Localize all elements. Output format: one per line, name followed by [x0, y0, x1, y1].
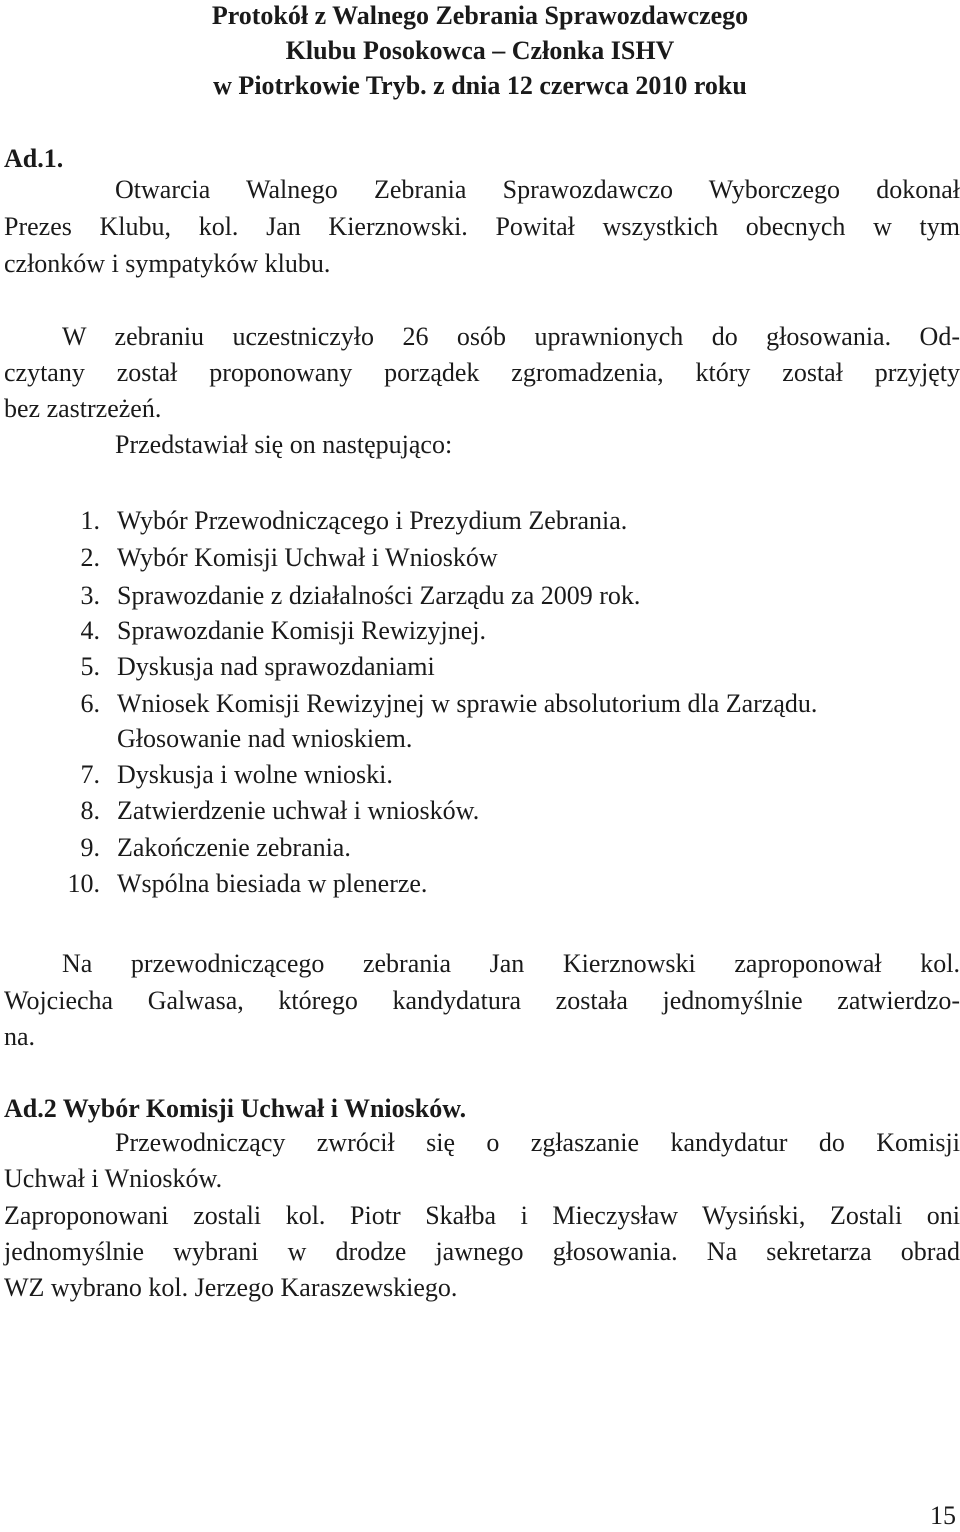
agenda-item-text: Wspólna biesiada w plenerze. — [117, 869, 428, 898]
ad1-paragraph-1-line-2: Prezes Klubu, kol. Jan Kierznowski. Powitał wszystkich obecnych w tym — [4, 212, 960, 241]
agenda-item-number: 9. — [80, 833, 100, 862]
ad1-agenda-intro: Przedstawiał się on następująco: — [115, 430, 453, 459]
agenda-item-number: 2. — [80, 543, 100, 572]
agenda-item-text: Wniosek Komisji Rewizyjnej w sprawie absolutorium dla Zarządu. — [117, 689, 818, 718]
agenda-item-text: Wybór Przewodniczącego i Prezydium Zebrania. — [117, 506, 628, 535]
ad2-heading: Ad.2 Wybór Komisji Uchwał i Wniosków. — [4, 1094, 467, 1123]
agenda-item-text: Sprawozdanie Komisji Rewizyjnej. — [117, 616, 486, 645]
agenda-item-number: 7. — [80, 760, 100, 789]
agenda-item-number: 6. — [80, 689, 100, 718]
agenda-item-text: Wybór Komisji Uchwał i Wniosków — [117, 543, 498, 572]
ad2-paragraph-2-line-2: jednomyślnie wybrani w drodze jawnego głosowania. Na sekretarza obrad — [4, 1237, 960, 1266]
agenda-item-number: 3. — [80, 581, 100, 610]
ad2-paragraph-2-line-1: Zaproponowani zostali kol. Piotr Skałba i Mieczysław Wysiński, Zostali oni — [4, 1201, 960, 1230]
agenda-item-text: Dyskusja nad sprawozdaniami — [117, 652, 435, 681]
ad1-paragraph-2-line-3: bez zastrzeżeń. — [4, 394, 162, 423]
agenda-item-number: 5. — [80, 652, 100, 681]
document-title-line-2: Klubu Posokowca – Członka ISHV — [285, 36, 675, 65]
agenda-item-number: 1. — [80, 506, 100, 535]
ad2-paragraph-1-line-2: Uchwał i Wniosków. — [4, 1164, 223, 1193]
ad2-paragraph-2-line-3: WZ wybrano kol. Jerzego Karaszewskiego. — [4, 1273, 458, 1302]
agenda-item-text: Głosowanie nad wnioskiem. — [117, 724, 413, 753]
agenda-item-number: 8. — [80, 796, 100, 825]
chair-paragraph-line-3: na. — [4, 1022, 36, 1051]
document-title-line-3: w Piotrkowie Tryb. z dnia 12 czerwca 2010 roku — [213, 71, 747, 100]
ad1-paragraph-1-line-1: Otwarcia Walnego Zebrania Sprawozdawczo Wyborczego dokonał — [115, 175, 960, 204]
chair-paragraph-line-2: Wojciecha Galwasa, którego kandydatura została jednomyślnie zatwierdzo- — [4, 986, 960, 1015]
page-number: 15 — [930, 1501, 956, 1530]
ad1-heading: Ad.1. — [4, 144, 64, 173]
ad2-paragraph-1-line-1: Przewodniczący zwrócił się o zgłaszanie kandydatur do Komisji — [115, 1128, 960, 1157]
agenda-item-text: Sprawozdanie z działalności Zarządu za 2009 rok. — [117, 581, 641, 610]
agenda-item-number: 4. — [80, 616, 100, 645]
agenda-item-number: 10. — [67, 869, 100, 898]
ad1-paragraph-1-line-3: członków i sympatyków klubu. — [4, 249, 331, 278]
agenda-item-text: Zakończenie zebrania. — [117, 833, 351, 862]
agenda-item-text: Dyskusja i wolne wnioski. — [117, 760, 393, 789]
ad1-paragraph-2-line-2: czytany został proponowany porządek zgromadzenia, który został przyjęty — [4, 358, 960, 387]
chair-paragraph-line-1: Na przewodniczącego zebrania Jan Kierznowski zaproponował kol. — [62, 949, 960, 978]
ad1-paragraph-2-line-1: W zebraniu uczestniczyło 26 osób uprawnionych do głosowania. Od- — [62, 322, 960, 351]
agenda-item-text: Zatwierdzenie uchwał i wniosków. — [117, 796, 480, 825]
document-title-line-1: Protokół z Walnego Zebrania Sprawozdawczego — [211, 1, 749, 30]
